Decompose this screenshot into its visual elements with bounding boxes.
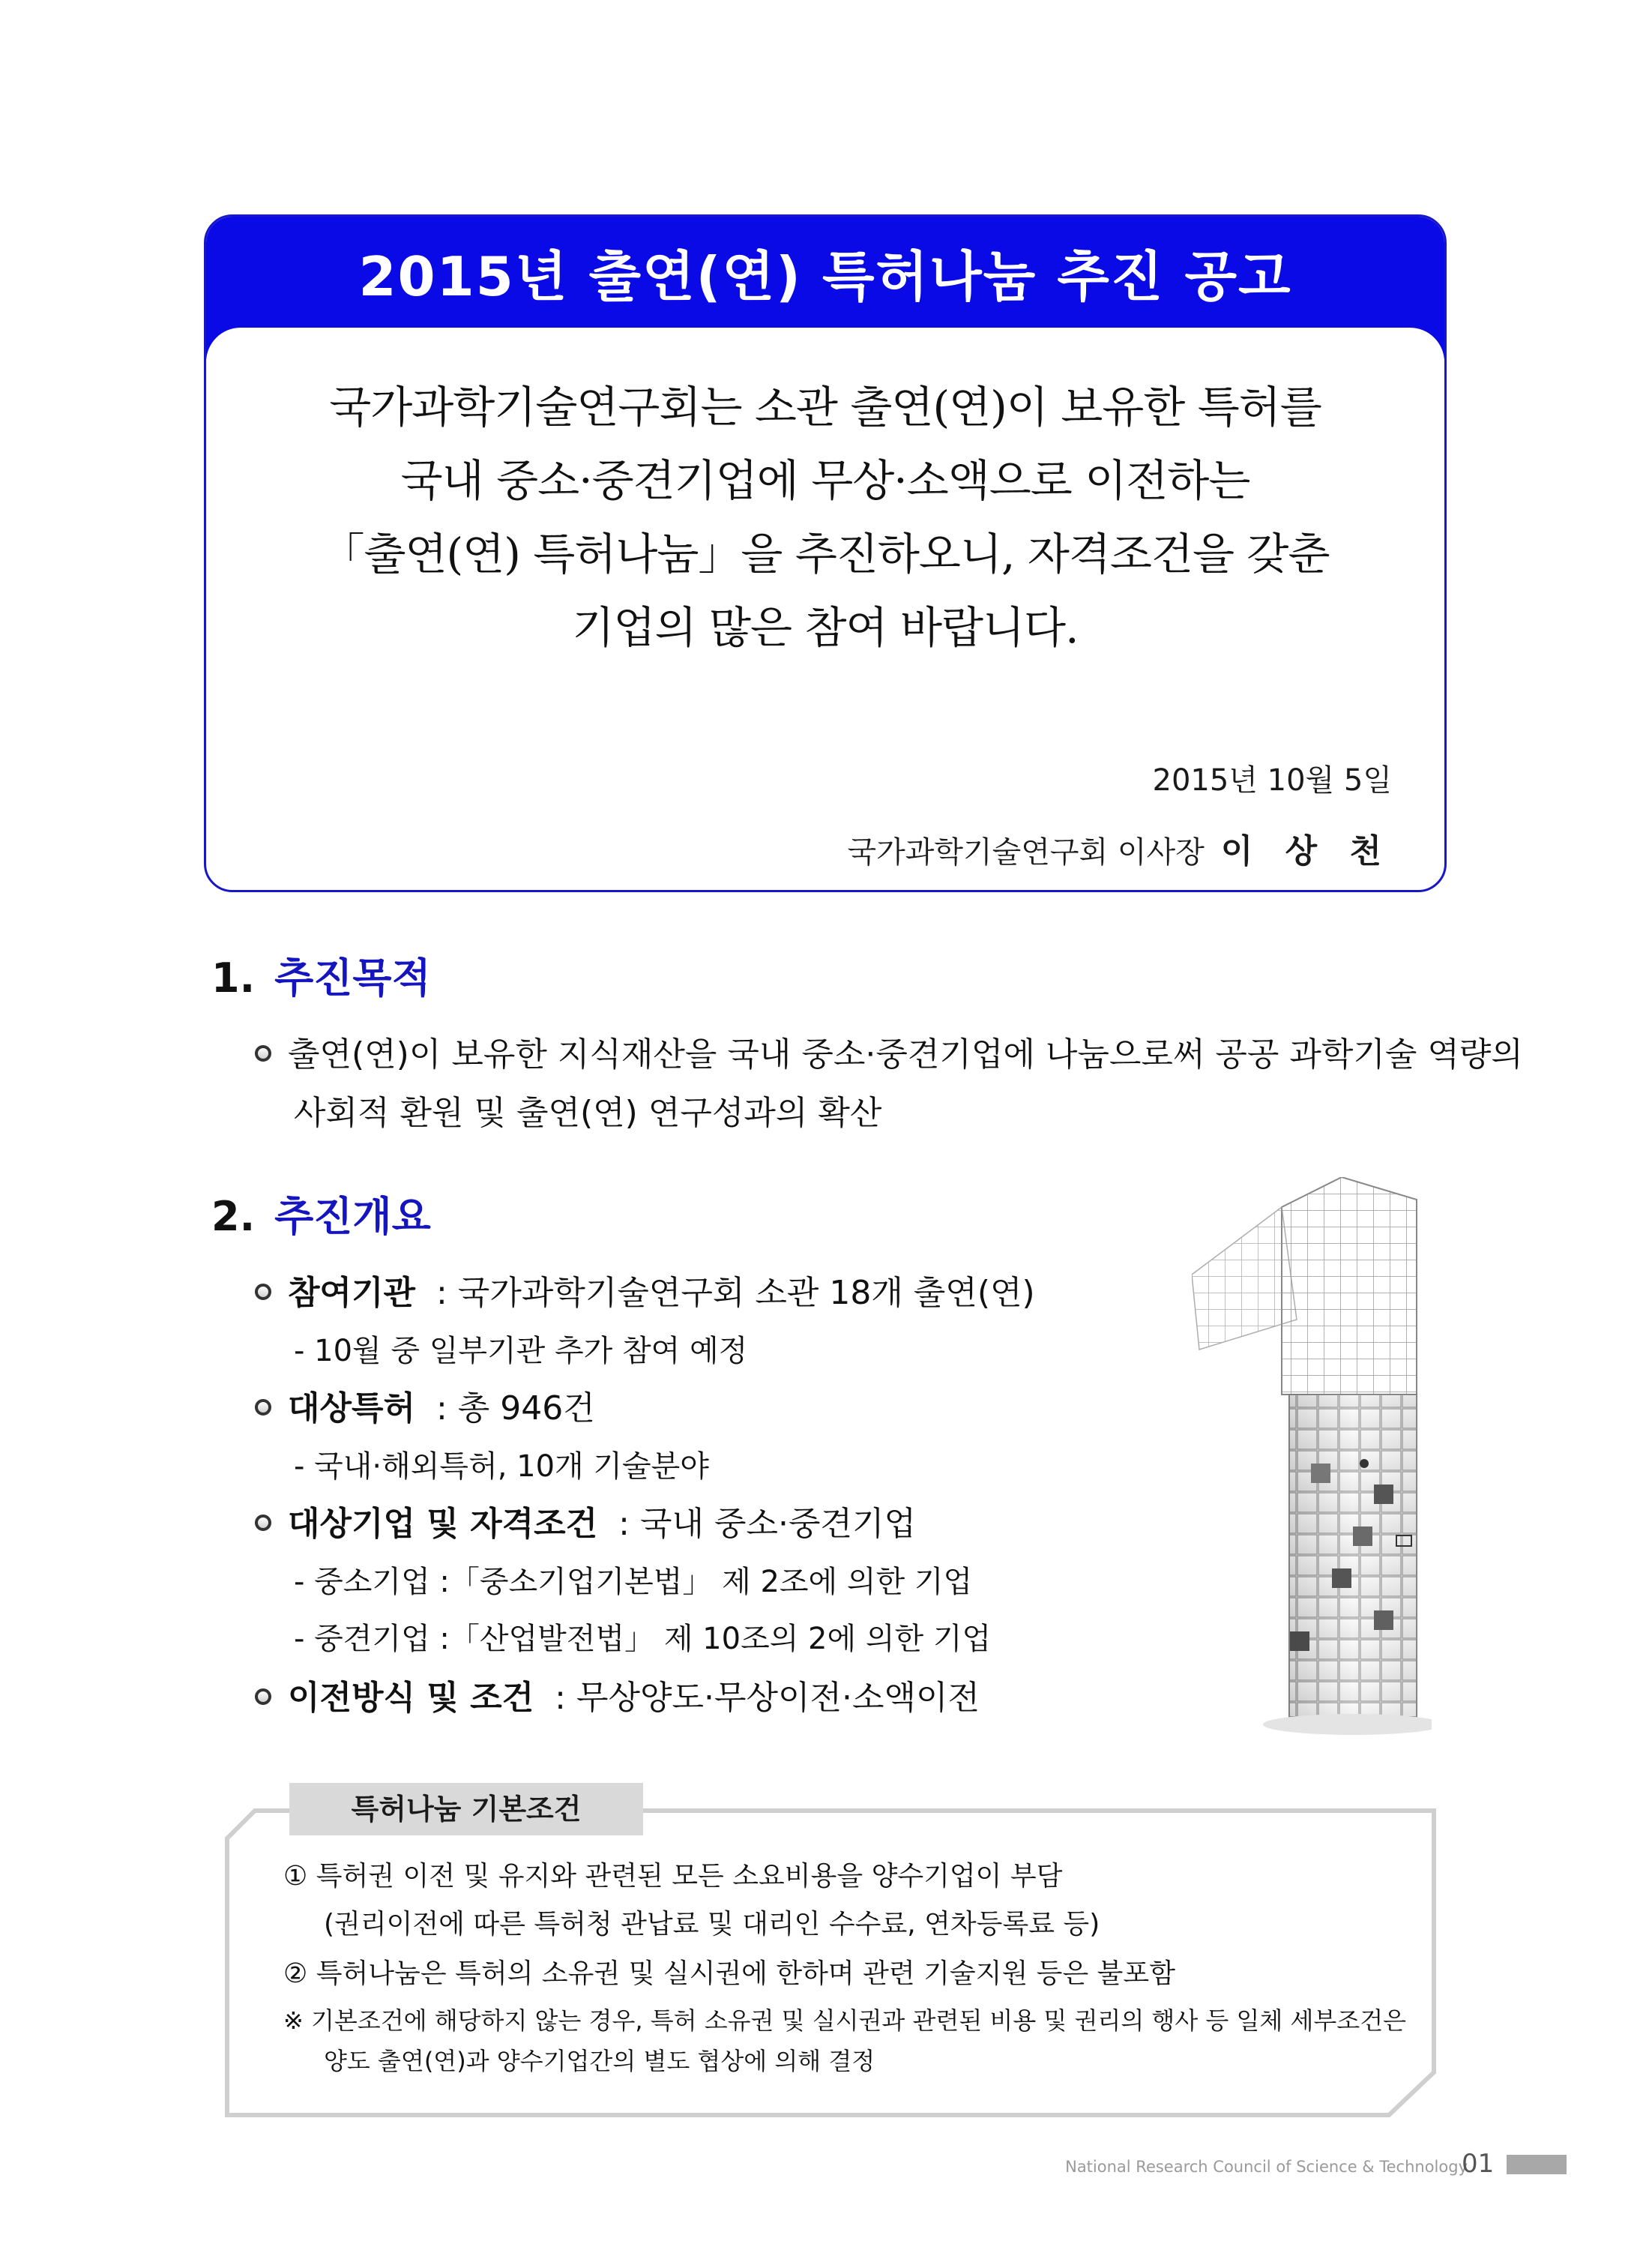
condition-line: (권리이전에 따른 특허청 관납료 및 대리인 수수료, 연차등록료 등) xyxy=(324,1909,1100,1940)
overview-sub-item: - 10월 중 일부기관 추가 참여 예정 xyxy=(294,1334,748,1368)
signer-name: 이 상 천 xyxy=(1220,832,1392,870)
overview-sub-item: - 중견기업 :「산업발전법」 제 10조의 2에 의한 기업 xyxy=(294,1622,992,1656)
circle-bullet-icon xyxy=(255,1688,271,1705)
section-2-title: 추진개요 xyxy=(274,1193,431,1240)
overview-item-patents: 대상특허 : 총 946건 xyxy=(255,1381,595,1429)
condition-line: ① 특허권 이전 및 유지와 관련된 모든 소요비용을 양수기업이 부담 xyxy=(283,1861,1063,1892)
condition-note: ※ 기본조건에 해당하지 않는 경우, 특허 소유권 및 실시권과 관련된 비용 및 권리의 행사 등 일체 세부조건은 xyxy=(283,2006,1407,2035)
section-1-number: 1. xyxy=(211,954,256,1002)
overview-sub-item: - 중소기업 :「중소기업기본법」 제 2조에 의한 기업 xyxy=(294,1565,973,1599)
overview-sub-item: - 국내·해외특허, 10개 기술분야 xyxy=(294,1449,709,1484)
signer-org: 국가과학기술연구회 이사장 xyxy=(847,835,1205,870)
section-1-heading xyxy=(211,946,431,1004)
overview-item-transfer: 이전방식 및 조건 : 무상양도·무상이전·소액이전 xyxy=(255,1670,980,1718)
condition-line: ② 특허나눔은 특허의 소유권 및 실시권에 한하며 관련 기술지원 등은 불포함 xyxy=(283,1958,1175,1989)
section-1-line-2: 사회적 환원 및 출연(연) 연구성과의 확산 xyxy=(294,1094,882,1132)
announcement-line: 국가과학기술연구회는 소관 출연(연)이 보유한 특허를 xyxy=(329,382,1321,433)
circle-bullet-icon xyxy=(255,1045,271,1062)
footer-org-name: National Research Council of Science & Technology xyxy=(1065,2158,1468,2176)
section-1-title: 추진목적 xyxy=(274,954,431,1002)
section-1-line-1: 출연(연)이 보유한 지식재산을 국내 중소·중견기업에 나눔으로써 공공 과학기술 역량의 xyxy=(255,1027,1523,1075)
grid-number-one-illustration xyxy=(1192,1177,1432,1747)
announcement-signature xyxy=(847,824,1392,872)
circle-bullet-icon xyxy=(255,1399,271,1416)
announcement-date: 2015년 10월 5일 xyxy=(1152,763,1392,798)
section-2-heading xyxy=(211,1185,431,1242)
footer-bar xyxy=(1507,2155,1567,2174)
announcement-line: 국내 중소·중견기업에 무상·소액으로 이전하는 xyxy=(400,455,1250,506)
page-number: 01 xyxy=(1462,2149,1495,2179)
announcement-body xyxy=(206,370,1444,664)
announcement-line: 「출연(연) 특허나눔」을 추진하오니, 자격조건을 갖춘 xyxy=(321,529,1330,580)
announcement-box xyxy=(204,214,1447,892)
section-2-number: 2. xyxy=(211,1193,256,1240)
announcement-line: 기업의 많은 참여 바랍니다. xyxy=(572,602,1079,653)
condition-note: 양도 출연(연)과 양수기업간의 별도 협상에 의해 결정 xyxy=(324,2047,875,2075)
conditions-title-tab: 특허나눔 기본조건 xyxy=(289,1783,643,1835)
announcement-title: 2015년 출연(연) 특허나눔 추진 공고 xyxy=(358,245,1292,308)
overview-item-eligibility: 대상기업 및 자격조건 : 국내 중소·중견기업 xyxy=(255,1497,916,1544)
circle-bullet-icon xyxy=(255,1514,271,1531)
overview-item-participants: 참여기관 : 국가과학기술연구회 소관 18개 출연(연) xyxy=(255,1266,1035,1314)
circle-bullet-icon xyxy=(255,1284,271,1300)
